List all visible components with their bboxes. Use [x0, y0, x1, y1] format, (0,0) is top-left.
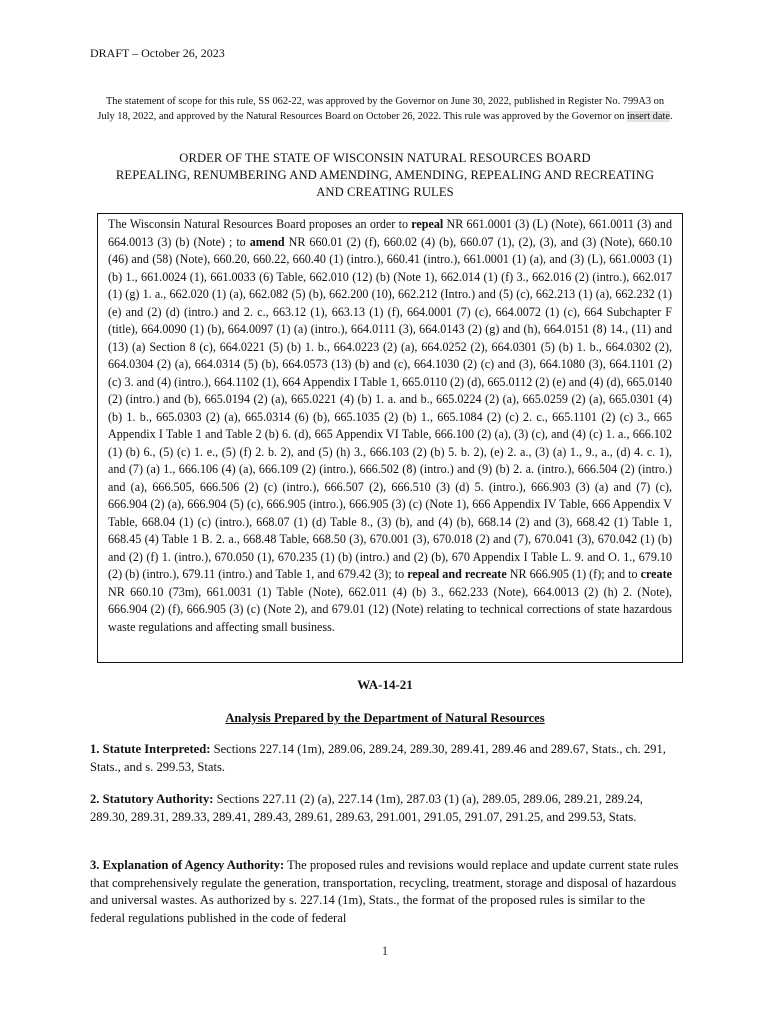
- order-title-line-2: REPEALING, RENUMBERING AND AMENDING, AMENDING, REPEALING AND RECREATING: [115, 168, 655, 182]
- order-text-part: NR 660.01 (2) (f), 660.02 (4) (b), 660.07 (1), (2), (3), and (3) (Note), 660.10 (46) and (58) (Note), 660.20, 660.22, 660.40 (1) (intro.), 660.41 (intro.), 661.0001 (1) (a), and (3) (L), 661.0003 (1) (b) 1., 661.0024 (1), 661.0033 (6) Table, 662.010 (12) (b) (Note 1), 662.014 (1) (f) 3., 662.016 (2) (intro.), 662.017 (1) (g) 1. a., 662.020 (1) (a), 662.082 (5) (b), 662.200 (10), 662.212 (Intro.) and (5) (c), 662.213 (1) (a), 662.232 (1) (e) and (2) (d) (intro.) and 2. c., 663.12 (1), 663.13 (1) (f), 664.0001 (7) (c), 664.0072 (1) (c), 664 Subchapter F (title), 664.0090 (1) (b), 664.0097 (1) (a) (intro.), 664.0111 (3), 664.0143 (2) (g) and (h), 664.0151 (8) 14., (11) and (13) (a) Section 8 (c), 664.0221 (5) (b) 1. b., 664.0223 (2) (a), 664.0252 (2), 664.0301 (5) (b) 1. b., 664.0302 (2), 664.0304 (2) (a), 664.0314 (5) (b), 664.0573 (13) (b) and (c), 664.1030 (2) (c) and (3), 664.1080 (3), 664.1101 (2) (c) 3. and (4) (intro.), 664.1102 (1), 664 Appendix I Table 1, 665.0110 (2) (d), 665.0112 (2) (e) and (4) (d), 665.0140 (2) (intro.) and (b), 665.0194 (2) (a), 665.0221 (4) (b) 1. a. and b., 665.0224 (2) (a), 665.0259 (2) (a), 665.0301 (4) (b) 1. b., 665.0303 (2) (a), 665.0314 (6) (b), 665.1035 (2) (b) 1., 665.1084 (2) (c) 2. c., 665.1101 (2) (c) 3., 665 Appendix I Table 1 and Table 2 (b) 6. (d), 665 Appendix VI Table, 666.100 (2) (a), (3) (c), and (4) (c) 1. a., 666.102 (1) (b) 6., (5) (c) 1. e., (5) (f) 2. b. 2), and (5) (h) 3., 666.103 (2) (b) 5. b. 2), (e) 2. a., (3) (a) 1., 9., a., (d) 4. c. 1), and (7) (a) 1., 666.106 (4) (a), 666.109 (2) (intro.), 666.502 (8) (intro.) and (9) (b) 2. a. (intro.), 666.504 (2) (intro.) and (a), 666.505, 666.506 (2) (c) (intro.), 666.507 (2), 666.510 (3) (d) 5. (intro.), 666.903 (3) (a) and (7) (c), 666.904 (2) (a), 666.904 (5) (c), 666.905 (intro.), 666.905 (3) (c) (Note 1), 666 Appendix IV Table, 666 Appendix V Table, 668.04 (1) (c) (intro.), 668.07 (1) (d) Table 8., (3) (b), and (4) (b), 668.14 (2) and (3), 668.42 (1) Table 1, 668.45 (4) Table 1 B. 2. a., 668.48 Table, 668.50 (3), 670.001 (3), 670.018 (2) and (7), 670.041 (3), 670.042 (1) (b) and (2) (f) 1. (intro.), 670.050 (1), 670.235 (1) (b) (intro.) and (2) (b), 670 Appendix I Table L. 9. and O. 1., 679.10 (2) (b) (intro.), 679.11 (intro.) and Table 1, and 679.42 (3); to: [108, 234, 673, 581]
- scope-text-end: .: [670, 111, 673, 122]
- section-label: 2. Statutory Authority:: [90, 792, 214, 806]
- page-number: 1: [381, 943, 389, 958]
- section-text: The proposed rules and revisions would replace and update current state rules that comprehensively regulate the generation, transportation, recycling, treatment, storage and disposal of hazardous and universal wastes. As authorized by s. 227.14 (1m), Stats., the format of the proposed rules is similar to the federal regulations published in the code of federal: [90, 858, 679, 925]
- section-statute-interpreted: [90, 741, 680, 776]
- section-label: 1. Statute Interpreted:: [90, 742, 211, 756]
- section-text: Sections 227.11 (2) (a), 227.14 (1m), 287.03 (1) (a), 289.05, 289.06, 289.21, 289.24, 289.30, 289.31, 289.33, 289.41, 289.43, 289.61, 289.63, 291.001, 291.05, 291.07, 291.25, and 299.53, Stats.: [90, 792, 643, 824]
- section-statutory-authority: [90, 791, 680, 826]
- analysis-heading: Analysis Prepared by the Department of Natural Resources: [225, 711, 545, 725]
- section-agency-authority: [90, 857, 680, 927]
- order-text-part: The Wisconsin Natural Resources Board proposes an order to: [108, 217, 412, 231]
- keyword-repeal: repeal: [411, 217, 444, 231]
- scope-statement: [96, 94, 674, 124]
- wa-number: WA-14-21: [357, 677, 413, 692]
- order-text-part: NR 661.0001 (3) (L) (Note), 661.0011 (3) and 664.0013 (3) (b) (Note) ; to: [108, 217, 672, 249]
- order-text-part: NR 660.10 (73m), 661.0031 (1) Table (Note), 662.011 (4) (b) 3., 662.233 (Note), 664.0013 (2) (h) 2. (Note), 666.904 (2) (f), 666.905 (3) (c) (Note 2), and 679.01 (12) (Note) relating to technical corrections of state hazardous waste regulations and affecting small business.: [108, 584, 672, 634]
- scope-text: The statement of scope for this rule, SS 062-22, was approved by the Governor on June 30, 2022, published in Register No. 799A3 on July 18, 2022, and approved by the Natural Resources Board on October 26, 2022. This rule was approved by the Governor on: [97, 96, 665, 122]
- order-title-line-1: ORDER OF THE STATE OF WISCONSIN NATURAL RESOURCES BOARD: [179, 151, 591, 165]
- section-text: Sections 227.14 (1m), 289.06, 289.24, 289.30, 289.41, 289.46 and 289.67, Stats., ch. 291, Stats., and s. 299.53, Stats.: [90, 742, 666, 774]
- section-label: 3. Explanation of Agency Authority:: [90, 858, 285, 872]
- keyword-repeal-and-recreate: repeal and recreate: [407, 567, 507, 581]
- keyword-amend: amend: [249, 234, 285, 249]
- draft-date-header: DRAFT – October 26, 2023: [90, 46, 225, 60]
- keyword-create: create: [640, 567, 672, 581]
- order-title-line-3: AND CREATING RULES: [316, 185, 454, 199]
- insert-date-placeholder: insert date: [627, 111, 670, 122]
- order-title: [80, 150, 690, 201]
- order-text-part: NR 666.905 (1) (f); and to: [506, 567, 641, 581]
- order-summary-box: [97, 213, 683, 663]
